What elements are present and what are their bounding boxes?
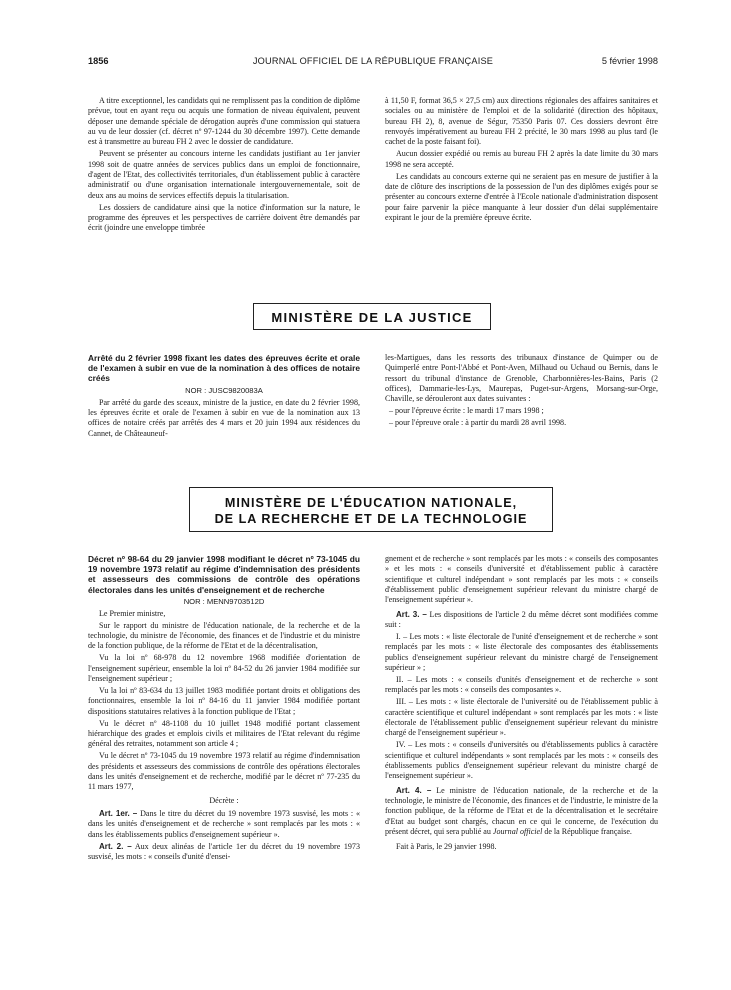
- article-label: Art. 1er. –: [99, 808, 138, 818]
- article-1: [88, 809, 360, 840]
- paragraph: A titre exceptionnel, les candidats qui ne remplissent pas la condition de diplôme prévue, tout en ayant reçu ou acquis une formation de niveau équivalent, peuvent déposer une demande spéciale de dérogation auprès d'une commission qui statuera au vu de leur dossier (cf. décret nº 97-1244 du 30 décembre 1997). Cette demande est à transmettre au bureau FH 2 avec le dossier de candidature.: [88, 96, 360, 147]
- nor-reference: NOR : JUSC9820083A: [185, 385, 263, 395]
- nor-reference: NOR : MENN9703512D: [183, 596, 265, 606]
- article-label: Art. 2. –: [99, 841, 132, 851]
- paragraph: Vu le décret nº 73-1045 du 19 novembre 1973 relatif au régime d'indemnisation des présidents et assesseurs des commissions de contrôle des opérations électorales dans les unités d'enseignement et de recherche, modifié par le décret nº 77-235 du 11 mars 1977,: [88, 751, 360, 792]
- article-text: de la République française.: [542, 826, 632, 836]
- paragraph: Les dossiers de candidature ainsi que la notice d'information sur la nature, le programme des épreuves et les perspectives de carrière doivent être demandés par écrit (joindre une enveloppe timbrée: [88, 202, 360, 233]
- ministry-education-line1: MINISTÈRE DE L'ÉDUCATION NATIONALE,: [224, 496, 518, 510]
- article-2: [88, 842, 360, 863]
- decrete-label: Décrète :: [209, 795, 239, 805]
- ministry-education-line2: DE LA RECHERCHE ET DE LA TECHNOLOGIE: [214, 512, 528, 526]
- article-label: Art. 3. –: [396, 609, 427, 619]
- paragraph: les-Martigues, dans les ressorts des tribunaux d'instance de Quimper ou de Quimperlé entre Pont-l'Abbé et Pont-Aven, Milhaud ou Uchaud ou Bernis, dans le ressort du tribunal d'instance de Grenoble, Charbonnières-les-Bains, Paris (2 offices), Dammarie-les-Lys, Maurepas, Puget-sur-Argens, Morsang-sur-Orge, Chaville, se dérouleront aux dates suivantes :: [385, 353, 658, 404]
- article-text: Dans le titre du décret du 19 novembre 1973 susvisé, les mots : « dans les unités d'enseignement et de recherche » sont remplacés par les mots : « dans les établissements publics d'enseignement supérieur ».: [88, 808, 360, 839]
- section3-right-column: [385, 554, 658, 854]
- date-item: – pour l'épreuve écrite : le mardi 17 mars 1998 ;: [389, 406, 544, 416]
- paragraph: gnement et de recherche » sont remplacés par les mots : « conseils des composantes » et les mots : « conseils d'université et d'établissement public à caractère scientifique et culturel indépendant » sont remplacés par les mots : « conseils d'établissement public d'enseignement supérieur relevant du ministre chargé de l'enseignement supérieur ».: [385, 554, 658, 605]
- signature-line: Fait à Paris, le 29 janvier 1998.: [396, 842, 497, 852]
- ministry-justice-heading: MINISTÈRE DE LA JUSTICE: [253, 303, 491, 330]
- article-3: [385, 610, 658, 631]
- paragraph: à 11,50 F, format 36,5 × 27,5 cm) aux directions régionales des affaires sanitaires et sociales ou au ministère de l'emploi et de la solidarité (direction des hôpitaux, bureau FH 2), 8, avenue de Ségur, 75350 Paris 07. Ces dossiers devront être renvoyés impérativement au bureau FH 2 précité, le 30 mars 1998 au plus tard (le cachet de la poste faisant foi).: [385, 96, 658, 147]
- article-text: Le ministre de l'éducation nationale, de la recherche et de la technologie, le ministre de l'économie, des finances et de l'industrie, le ministre de la fonction publique, de la réforme de l'Etat et de la décentralisation et le secrétaire d'Etat au budget sont chargés, chacun en ce qui le concerne, de l'exécution du présent décret, qui sera publié au: [385, 785, 658, 836]
- paragraph: Vu la loi nº 68-978 du 12 novembre 1968 modifiée d'orientation de l'enseignement supérieur, ensemble la loi nº 84-52 du 26 janvier 1984 modifiée sur l'enseignement supérieur ;: [88, 653, 360, 683]
- paragraph: Aucun dossier expédié ou remis au bureau FH 2 après la date limite du 30 mars 1998 ne sera accepté.: [385, 149, 658, 169]
- article-label: Art. 4. –: [396, 785, 432, 795]
- journal-title: JOURNAL OFFICIEL DE LA RÉPUBLIQUE FRANÇAISE: [252, 56, 494, 66]
- article-3-item: II. – Les mots : « conseils d'unités d'enseignement et de recherche » sont remplacés par les mots : « conseils des composantes ».: [385, 674, 658, 695]
- paragraph: Les candidats au concours externe qui ne seraient pas en mesure de justifier à la date de clôture des inscriptions de la possession de l'un des diplômes exigés pour se présenter au concours externe d'entrée à l'Ecole nationale d'administration disposent pour faire parvenir la pièce manquante à leur dossier d'un délai supplémentaire expirant le jour de la première épreuve écrite.: [385, 171, 658, 222]
- article-text: Aux deux alinéas de l'article 1er du décret du 19 novembre 1973 susvisé, les mots : « conseils d'unité d'ensei-: [88, 841, 360, 861]
- article-3-item: IV. – Les mots : « conseils d'universités ou d'établissements publics à caractère scientifique et culturel indépendants » sont remplacés par les mots : « conseils des établissements publics d'enseignement supérieur relevant du ministre chargé de l'enseignement supérieur ».: [385, 740, 658, 781]
- article-text: Les dispositions de l'article 2 du même décret sont modifiées comme suit :: [385, 609, 658, 630]
- section2-right-column: [385, 353, 658, 430]
- paragraph: Peuvent se présenter au concours interne les candidats justifiant au 1er janvier 1998 soit de quatre années de services publics dans un emploi de fonctionnaire, d'agent de l'Etat, des collectivités territoriales, d'un établissement public à caractère administratif ou d'une organisation internationale intergouvernementale, soit de deux ans au moins de services effectifs depuis la titularisation.: [88, 149, 360, 200]
- page-header: [88, 56, 658, 70]
- arrete-title: Arrêté du 2 février 1998 fixant les dates des épreuves écrite et orale de l'examen à subir en vue de la nomination à des offices de notaire créés: [88, 353, 360, 384]
- page-number: 1856: [88, 56, 109, 66]
- decret-title: Décret nº 98-64 du 29 janvier 1998 modifiant le décret nº 73-1045 du 19 novembre 1973 relatif au régime d'indemnisation des présidents et assesseurs des commissions de contrôle des opérations électorales dans les unités d'enseignement et de recherche: [88, 554, 360, 595]
- publication-date: 5 février 1998: [601, 56, 658, 66]
- section2-left-column: [88, 353, 360, 441]
- ministry-education-heading: [189, 487, 553, 532]
- article-3-item: I. – Les mots : « liste électorale de l'unité d'enseignement et de recherche » sont remplacés par les mots : « liste électorale des composantes des établissements publics d'enseignement supérieur relevant du ministre chargé de l'enseignement supérieur » ;: [385, 632, 658, 673]
- paragraph: Sur le rapport du ministre de l'éducation nationale, de la recherche et de la technologie, du ministre de l'économie, des finances et de l'industrie et du ministre de la fonction publique, de la réforme de l'Etat et de la décentralisation,: [88, 620, 360, 651]
- date-item: – pour l'épreuve orale : à partir du mardi 28 avril 1998.: [389, 418, 567, 428]
- article-4: [385, 786, 658, 838]
- article-3-item: III. – Les mots : « liste électorale de l'université ou de l'établissement public à caractère scientifique et culturel indépendant » sont remplacés par les mots : « liste électorale de l'établissement public d'enseignement supérieur relevant du ministre chargé de l'enseignement supérieur ».: [385, 697, 658, 738]
- section3-left-column: [88, 554, 360, 864]
- paragraph: Le Premier ministre,: [99, 608, 166, 618]
- paragraph: Vu le décret nº 48-1108 du 10 juillet 1948 modifié portant classement hiérarchique des grades et emplois civils et militaires de l'Etat relevant du régime général des retraites, notamment son article 4 ;: [88, 718, 360, 749]
- paragraph: Par arrêté du garde des sceaux, ministre de la justice, en date du 2 février 1998, les épreuves écrite et orale de l'examen à subir en vue de la nomination aux 13 offices de notaire créés par arrêtés des 4 mars et 20 juin 1994 aux résidences du Cannet, de Châteauneuf-: [88, 397, 360, 438]
- paragraph: Vu la loi nº 83-634 du 13 juillet 1983 modifiée portant droits et obligations des fonctionnaires, ensemble la loi nº 84-16 du 11 janvier 1984 modifiée portant dispositions statutaires relatives à la fonction publique de l'Etat ;: [88, 685, 360, 716]
- journal-name: Journal officiel: [492, 826, 543, 836]
- section1-right-column: [385, 96, 658, 225]
- section1-left-column: [88, 96, 360, 235]
